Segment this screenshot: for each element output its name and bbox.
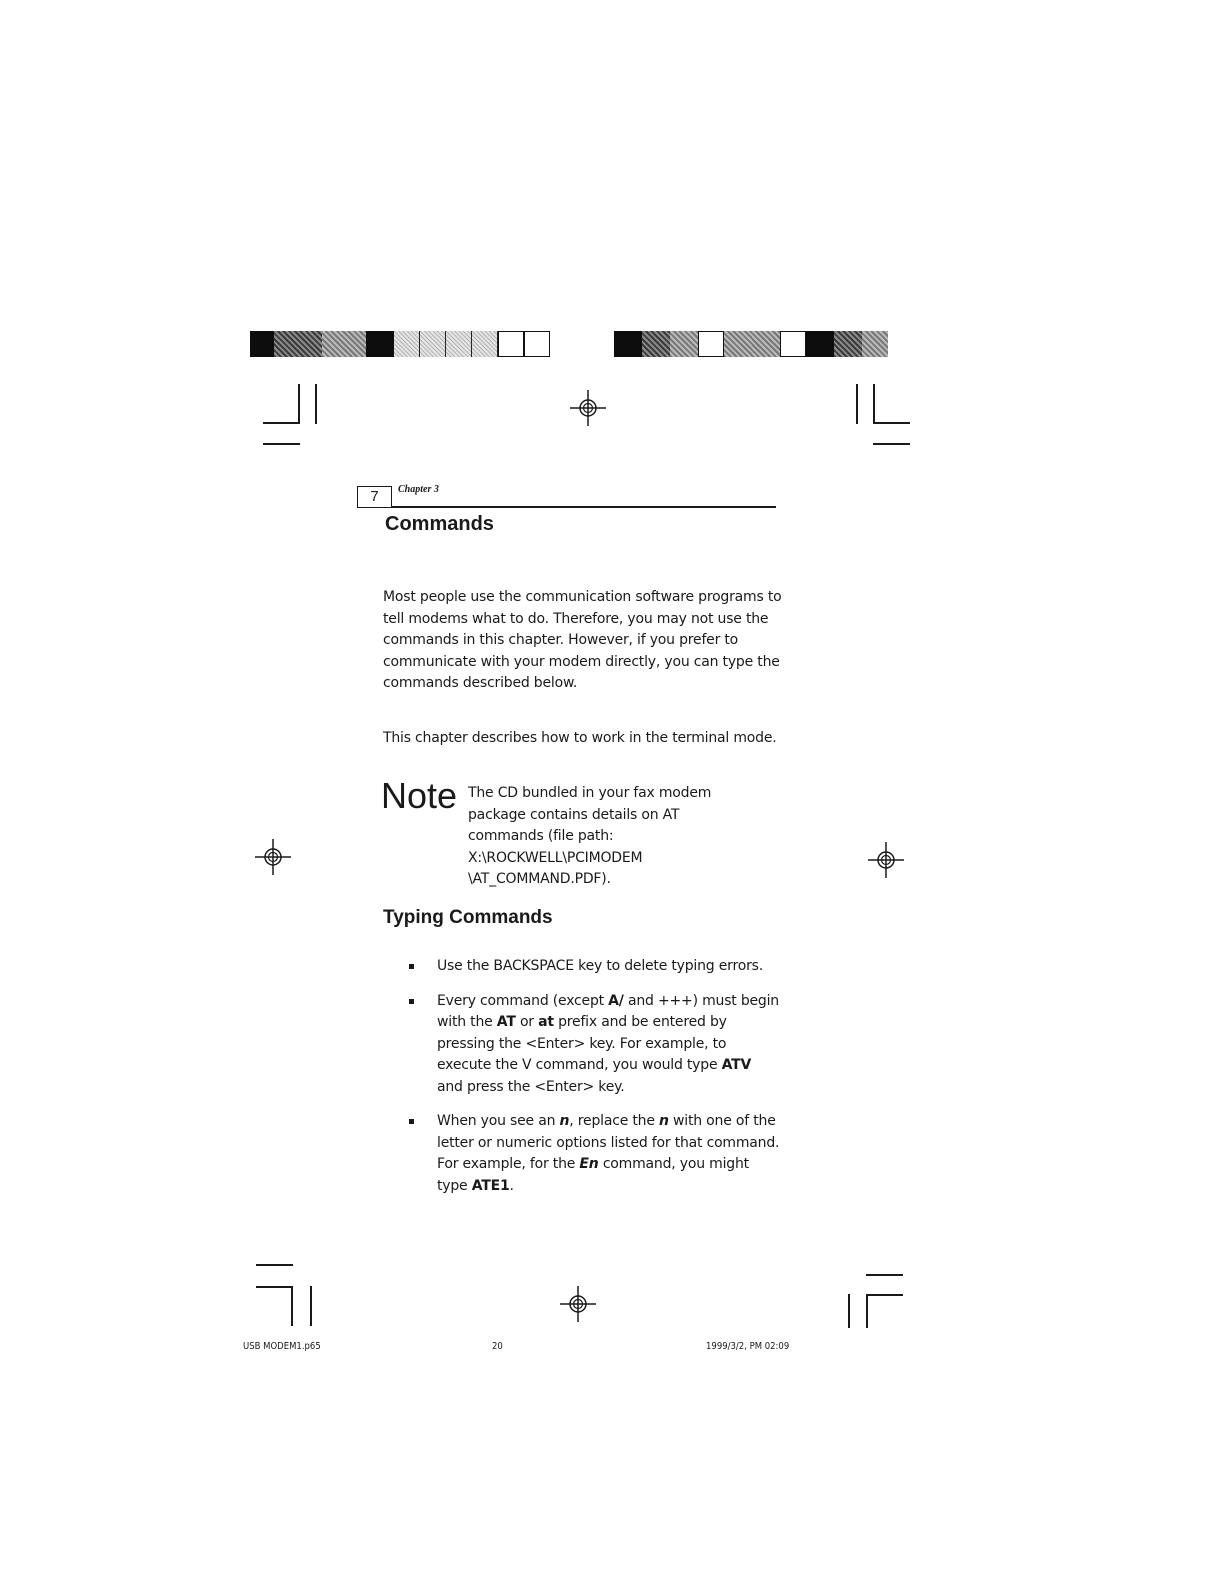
crop-mark — [856, 384, 858, 424]
bullet-text: Every command (except — [437, 992, 609, 1009]
footer-page-number: 20 — [492, 1341, 503, 1352]
crop-mark — [873, 422, 910, 424]
bullet-text: prefix and be entered by pressing the <Enter> key. For example, to execute the V command, you would type — [437, 1014, 727, 1073]
note-line: commands (file path: — [468, 828, 614, 844]
note-line: package contains details on AT — [468, 806, 680, 823]
crop-mark — [310, 1286, 312, 1326]
crop-mark — [256, 1286, 293, 1288]
crop-mark — [263, 422, 300, 424]
note-text — [468, 783, 758, 891]
note-line: The CD bundled in your fax modem — [468, 785, 712, 801]
bullet-list — [405, 956, 780, 1210]
footer-filename: USB MODEM1.p65 — [243, 1341, 321, 1352]
bullet-text: . — [509, 1177, 514, 1194]
crop-mark — [873, 384, 875, 424]
bullet-text: Use the BACKSPACE key to delete typing errors. — [437, 958, 763, 974]
bullet-text: When you see an — [437, 1113, 560, 1129]
bullet-text: and press the <Enter> key. — [437, 1078, 625, 1095]
crop-mark — [848, 1294, 850, 1328]
crop-mark — [298, 384, 300, 424]
crop-mark — [866, 1274, 903, 1276]
bullet-text: with one of the letter or numeric options listed for that command. For example, for the — [437, 1113, 780, 1172]
crop-mark — [866, 1294, 903, 1296]
bullet-text: , replace the — [569, 1113, 659, 1129]
bullet-text: command, you might type — [437, 1156, 749, 1194]
crop-mark — [291, 1286, 293, 1326]
crop-mark — [256, 1264, 293, 1266]
chapter-rule — [392, 506, 776, 508]
crop-mark — [263, 443, 300, 445]
intro-paragraph-2: This chapter describes how to work in the terminal mode. — [383, 730, 777, 746]
bullet-text: and +++) must begin with the — [437, 992, 779, 1030]
bullet-keyword: En — [579, 1156, 599, 1172]
color-bar-left — [250, 331, 550, 357]
list-item — [405, 956, 780, 978]
bullet-text: or — [515, 1014, 539, 1030]
chapter-label: Chapter 3 — [398, 484, 439, 495]
page-title: Commands — [385, 513, 494, 535]
bullet-keyword: A/ — [608, 992, 624, 1009]
note-line: \AT_COMMAND.PDF). — [468, 871, 611, 887]
color-bar-right — [614, 331, 888, 357]
intro-paragraph-1: Most people use the communication software programs to tell modems what to do. Therefore, you may not use the commands in this chapter. However, if you prefer to communicate with your modem directly, you can type the commands described below. — [383, 589, 782, 691]
registration-mark-icon — [253, 837, 293, 877]
bullet-keyword: ATE1 — [471, 1177, 510, 1194]
bullet-icon — [409, 1119, 414, 1124]
bullet-icon — [409, 964, 414, 969]
crop-mark — [866, 1294, 868, 1328]
section-heading: Typing Commands — [383, 907, 553, 928]
registration-mark-icon — [558, 1284, 598, 1324]
registration-mark-icon — [568, 388, 608, 428]
crop-mark — [873, 443, 910, 445]
bullet-keyword: at — [538, 1014, 554, 1030]
page-number-box: 7 — [357, 486, 392, 508]
bullet-keyword: n — [659, 1113, 669, 1129]
note-label: Note — [381, 775, 458, 816]
note-line: X:\ROCKWELL\PCIMODEM — [468, 849, 643, 866]
registration-mark-icon — [866, 840, 906, 880]
list-item — [405, 1111, 780, 1197]
bullet-keyword: AT — [496, 1014, 516, 1030]
crop-mark — [315, 384, 317, 424]
bullet-keyword: n — [559, 1113, 570, 1129]
bullet-icon — [409, 999, 414, 1004]
bullet-keyword: ATV — [721, 1057, 752, 1073]
footer-timestamp: 1999/3/2, PM 02:09 — [706, 1341, 790, 1352]
list-item — [405, 991, 780, 1099]
